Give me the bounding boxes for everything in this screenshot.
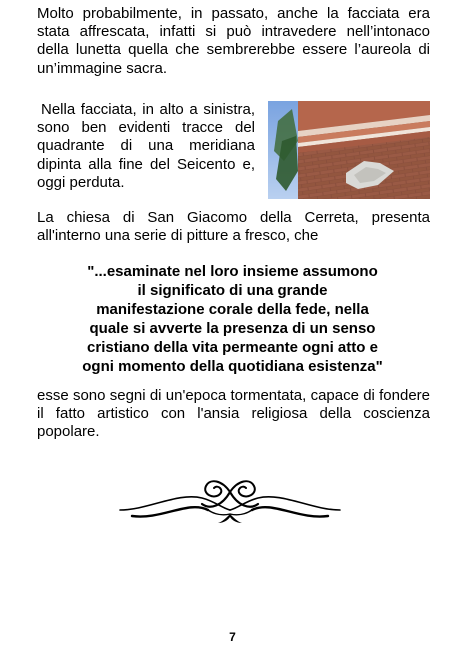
quote-line: "...esaminate nel loro insieme assumono [87,263,378,280]
paragraph-sundial: Nella facciata, in alto a sinistra, sono ben evidenti tracce del quadrante di una meridiana dipinta alla fine del Seicento e, oggi perduta. [37,101,255,191]
paragraph-frescoes-intro: La chiesa di San Giacomo della Cerreta, presenta all'interno una serie di pitture a fresco, che [37,209,430,245]
facade-photo-illustration [268,101,430,199]
block-quotation [40,262,425,376]
quote-line: cristiano della vita permeante ogni atto e [87,339,378,356]
quote-line: ogni momento della quotidiana esistenza" [82,358,383,375]
paragraph-fresco-facade: Molto probabilmente, in passato, anche la facciata era stata affrescata, infatti si può intravedere nell’intonaco della lunetta quella che sembrerebbe essere l’aureola di un’immagine sacra. [37,5,430,77]
paragraph-conclusion: esse sono segni di un'epoca tormentata, capace di fondere il fatto artistico con l'ansia religiosa della coscienza popolare. [37,387,430,441]
quote-line: il significato di una grande [137,282,328,299]
page-number: 7 [229,630,236,644]
quote-line: quale si avverte la presenza di un senso [89,320,376,337]
facade-sundial-photo [268,101,430,199]
decorative-flourish-divider-icon [118,470,342,526]
quote-line: manifestazione corale della fede, nella [96,301,369,318]
